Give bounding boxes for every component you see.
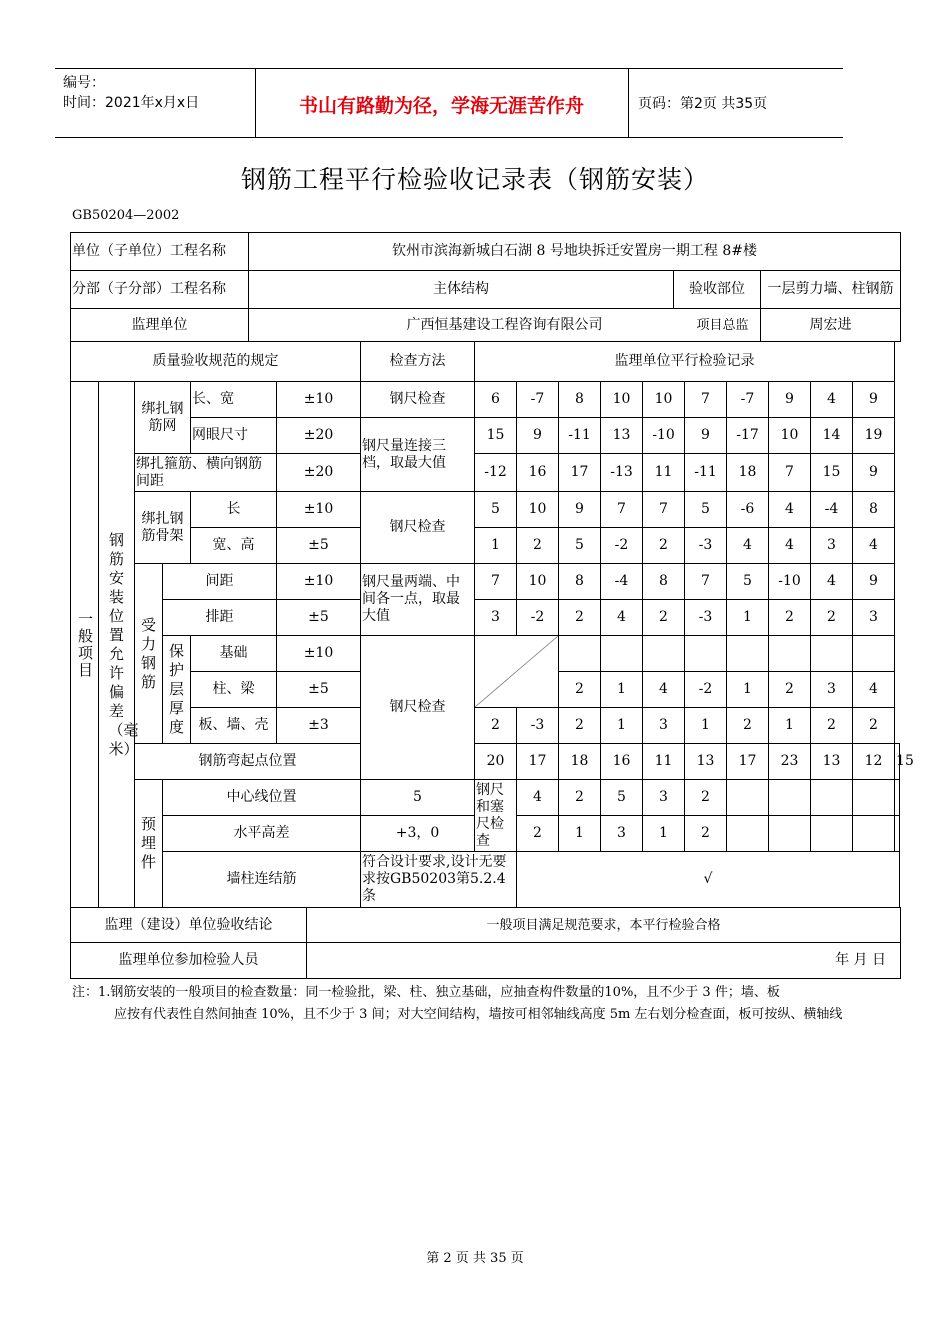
- unit-value: 钦州市滨海新城白石湖 8 号地块拆迁安置房一期工程 8#楼: [249, 233, 901, 271]
- record-cell: -7: [727, 382, 769, 418]
- record-cell: 17: [517, 744, 559, 780]
- chief-value: [696, 309, 901, 342]
- row-wall-column-tie: [71, 852, 900, 908]
- record-cell: 1: [769, 708, 811, 744]
- record-cell: -3: [517, 708, 559, 744]
- record-cell: 13: [811, 744, 853, 780]
- record-cell: [727, 636, 769, 672]
- record-cell: 9: [769, 382, 811, 418]
- record-cell: -6: [727, 492, 769, 528]
- record-cell: 4: [517, 780, 559, 816]
- record-cell: 9: [685, 418, 727, 454]
- record-cell: [727, 780, 769, 816]
- record-cell: 2: [559, 600, 601, 636]
- record-cell: 3: [475, 600, 517, 636]
- record-cell: -7: [517, 382, 559, 418]
- record-cell: 11: [643, 744, 685, 780]
- bend-point-label: 钢筋弯起点位置: [135, 744, 361, 780]
- mesh-size-label: 网眼尺寸: [191, 418, 277, 454]
- record-cell: [769, 780, 811, 816]
- record-cell: 10: [517, 492, 559, 528]
- header-meta: [63, 73, 199, 113]
- record-cell: 8: [643, 564, 685, 600]
- record-cell: -10: [643, 418, 685, 454]
- record-cell: 2: [559, 780, 601, 816]
- two-ends-method: 钢尺量两端、中间各一点，取最大值: [361, 564, 475, 636]
- record-cell: 4: [811, 382, 853, 418]
- record-cell: [895, 780, 900, 816]
- record-cell: 4: [811, 564, 853, 600]
- record-cell: 2: [475, 708, 517, 744]
- record-cell: 19: [853, 418, 895, 454]
- record-cell: 16: [601, 744, 643, 780]
- ruler-method: 钢尺检查: [361, 492, 475, 564]
- row-row-spacing: [71, 600, 900, 636]
- record-cell: 1: [685, 708, 727, 744]
- record-cell: 3: [853, 600, 895, 636]
- record-cell: 1: [601, 672, 643, 708]
- record-cell: -17: [727, 418, 769, 454]
- record-cell: 5: [475, 492, 517, 528]
- note: [72, 982, 842, 1026]
- ruler-feeler-method: 钢尺和塞尺检查: [475, 780, 517, 852]
- level-diff-label: 水平高差: [163, 816, 361, 852]
- center-line-label: 中心线位置: [163, 780, 361, 816]
- main-bars-label: [135, 564, 163, 744]
- record-cell: 7: [685, 382, 727, 418]
- method-header: 检查方法: [361, 342, 475, 382]
- general-item-text: 一般项目: [76, 610, 94, 679]
- record-cell: 2: [685, 816, 727, 852]
- record-cell: 9: [559, 492, 601, 528]
- width-height-tol: ±5: [277, 528, 361, 564]
- record-cell: -3: [685, 600, 727, 636]
- conclusion-label: 监理（建设）单位验收结论: [71, 908, 307, 943]
- row-width-height: [71, 528, 900, 564]
- record-cell: 1: [475, 528, 517, 564]
- record-cell: 1: [727, 672, 769, 708]
- conclusion-table: [70, 907, 901, 979]
- supervision-value: 广西恒基建设工程咨询有限公司: [249, 309, 761, 342]
- record-cell: 7: [475, 564, 517, 600]
- record-cell: -13: [601, 454, 643, 492]
- record-cell: -2: [685, 672, 727, 708]
- info-table: [70, 232, 901, 342]
- record-cell: 3: [643, 708, 685, 744]
- record-cell: -2: [517, 600, 559, 636]
- record-cell: 5: [685, 492, 727, 528]
- record-cell: 12: [853, 744, 895, 780]
- length-tol: ±10: [277, 492, 361, 528]
- header-motto: 书山有路勤为径，学海无涯苦作舟: [298, 95, 584, 117]
- record-cell: 17: [727, 744, 769, 780]
- row-stirrup-spacing: [71, 454, 900, 492]
- length-width-label: 长、宽: [191, 382, 277, 418]
- record-cell: [769, 636, 811, 672]
- slab-wall-shell-tol: ±3: [277, 708, 361, 744]
- record-cell: 15: [895, 744, 900, 780]
- slab-wall-shell-label: 板、墙、壳: [191, 708, 277, 744]
- foundation-label: 基础: [191, 636, 277, 672]
- record-cell: 4: [853, 672, 895, 708]
- record-cell: 7: [769, 454, 811, 492]
- tied-mesh-label: 绑扎钢筋网: [135, 382, 191, 454]
- record-cell: [853, 816, 895, 852]
- acceptance-part-label: 验收部位: [674, 271, 761, 309]
- record-cell: [895, 816, 900, 852]
- conclusion-value: 一般项目满足规范要求，本平行检验合格: [307, 908, 901, 943]
- record-cell: 2: [517, 816, 559, 852]
- embedded-text: 预埋件: [140, 815, 156, 871]
- record-cell: 7: [643, 492, 685, 528]
- header-page-label: 页码：第2页 共35页: [638, 96, 768, 112]
- record-cell: 4: [853, 528, 895, 564]
- document-title: 钢筋工程平行检验收记录表（钢筋安装）: [240, 165, 709, 194]
- foundation-tol: ±10: [277, 636, 361, 672]
- acceptance-part-value: 一层剪力墙、柱钢筋: [761, 271, 901, 309]
- record-cell: 9: [853, 564, 895, 600]
- sub-value: 主体结构: [249, 271, 674, 309]
- record-cell: 18: [727, 454, 769, 492]
- time-label: 时间：2021年x月x日: [63, 95, 200, 111]
- record-cell: 4: [769, 528, 811, 564]
- cover-thickness-text: 保护层厚度: [168, 642, 184, 736]
- record-cell: [685, 636, 727, 672]
- record-cell: 4: [769, 492, 811, 528]
- record-cell: [601, 636, 643, 672]
- header-divider: [628, 69, 629, 137]
- bend-point-tol: 20: [475, 744, 517, 780]
- record-cell: 1: [727, 600, 769, 636]
- tied-skeleton-label: 绑扎钢筋骨架: [135, 492, 191, 564]
- record-cell: 9: [517, 418, 559, 454]
- record-cell: 7: [685, 564, 727, 600]
- record-cell: [811, 636, 853, 672]
- inspectors-date: 年 月 日: [307, 943, 901, 979]
- record-cell: 4: [727, 528, 769, 564]
- row-spacing-label: 排距: [163, 600, 277, 636]
- row-spacing: [71, 564, 900, 600]
- wall-column-tie-record: √: [517, 852, 900, 908]
- width-height-label: 宽、高: [191, 528, 277, 564]
- spacing-label: 间距: [163, 564, 277, 600]
- record-cell: 9: [853, 382, 895, 418]
- embedded-label: [135, 780, 163, 908]
- standard-code: GB50204—2002: [72, 208, 180, 223]
- record-cell: 8: [853, 492, 895, 528]
- record-cell: 4: [601, 600, 643, 636]
- level-diff-tol: +3，0: [361, 816, 475, 852]
- record-cell: 5: [727, 564, 769, 600]
- record-cell: -11: [685, 454, 727, 492]
- record-cell: 2: [517, 528, 559, 564]
- record-cell: 1: [559, 816, 601, 852]
- record-cell: -3: [685, 528, 727, 564]
- row-length-width: [71, 382, 900, 418]
- install-deviation-label: [99, 382, 139, 908]
- spec-header: 质量验收规范的规定: [71, 342, 361, 382]
- record-cell: 7: [601, 492, 643, 528]
- record-cell: 3: [643, 780, 685, 816]
- record-cell: 13: [685, 744, 727, 780]
- record-cell: 1: [643, 816, 685, 852]
- record-cell: 16: [517, 454, 559, 492]
- record-cell: [727, 816, 769, 852]
- record-cell: 2: [769, 672, 811, 708]
- record-cell: 1: [601, 708, 643, 744]
- record-cell: -11: [559, 418, 601, 454]
- row-bend-point: [71, 744, 900, 780]
- record-cell: 4: [643, 672, 685, 708]
- record-cell: 8: [559, 564, 601, 600]
- ruler-method: 钢尺检查: [361, 382, 475, 418]
- record-cell: [769, 816, 811, 852]
- record-cell: 2: [811, 600, 853, 636]
- ruler-method: 钢尺检查: [361, 636, 475, 780]
- record-cell: -2: [601, 528, 643, 564]
- record-cell: 14: [811, 418, 853, 454]
- supervision-label: 监理单位: [71, 309, 249, 342]
- record-cell: 13: [601, 418, 643, 454]
- row-mesh-size: [71, 418, 900, 454]
- general-item-label: [71, 382, 99, 908]
- record-cell: [559, 636, 601, 672]
- record-cell: 3: [811, 528, 853, 564]
- record-cell: [853, 780, 895, 816]
- column-beam-tol: ±5: [277, 672, 361, 708]
- record-cell: 11: [643, 454, 685, 492]
- page-header: [55, 68, 843, 138]
- record-cell: 2: [769, 600, 811, 636]
- record-cell: 2: [559, 708, 601, 744]
- row-center-line: [71, 780, 900, 816]
- column-beam-label: 柱、梁: [191, 672, 277, 708]
- record-cell: 2: [643, 600, 685, 636]
- record-cell: [811, 816, 853, 852]
- cover-thickness-label: [163, 636, 191, 744]
- record-cell: 6: [475, 382, 517, 418]
- diagonal-slash-icon: [475, 636, 558, 707]
- record-cell: 10: [643, 382, 685, 418]
- row-length: [71, 492, 900, 528]
- sub-label: 分部（子分部）工程名称: [71, 271, 249, 309]
- diagonal-slash-cell: [475, 636, 559, 708]
- record-cell: 15: [811, 454, 853, 492]
- row-spacing-tol: ±5: [277, 600, 361, 636]
- row-foundation: [71, 636, 900, 672]
- record-cell: 3: [811, 672, 853, 708]
- record-cell: 10: [769, 418, 811, 454]
- record-cell: 9: [853, 454, 895, 492]
- page-footer: 第 2 页 共 35 页: [426, 1251, 524, 1266]
- record-cell: 10: [517, 564, 559, 600]
- record-cell: 10: [601, 382, 643, 418]
- record-cell: -10: [769, 564, 811, 600]
- record-cell: [853, 636, 895, 672]
- note-line-1: 注：1.钢筋安装的一般项目的检查数量：同一检验批，梁、柱、独立基础，应抽查构件数量的10%，且不少于 3 件；墙、板: [72, 985, 780, 1000]
- record-cell: [643, 636, 685, 672]
- inspectors-label: 监理单位参加检验人员: [71, 943, 307, 979]
- row-slab-wall-shell: [71, 708, 900, 744]
- wall-column-tie-label: 墙柱连结筋: [163, 852, 361, 908]
- record-cell: 2: [559, 672, 601, 708]
- record-cell: -12: [475, 454, 517, 492]
- record-cell: 17: [559, 454, 601, 492]
- length-width-tol: ±10: [277, 382, 361, 418]
- length-label: 长: [191, 492, 277, 528]
- record-header: 监理单位平行检验记录: [475, 342, 895, 382]
- record-cell: [811, 780, 853, 816]
- spacing-tol: ±10: [277, 564, 361, 600]
- record-cell: 2: [727, 708, 769, 744]
- record-cell: 3: [601, 816, 643, 852]
- chief-label: 项目总监: [696, 317, 749, 333]
- wall-tie-method: 符合设计要求,设计无要求按GB50203第5.2.4条: [361, 852, 517, 908]
- record-cell: -4: [811, 492, 853, 528]
- stirrup-spacing-tol: ±20: [277, 454, 361, 492]
- record-cell: -4: [601, 564, 643, 600]
- record-cell: 18: [559, 744, 601, 780]
- record-cell: 2: [685, 780, 727, 816]
- stirrup-spacing-label: 绑扎箍筋、横向钢筋间距: [135, 454, 277, 492]
- record-cell: 5: [559, 528, 601, 564]
- install-deviation-text: 钢筋安装位置允许偏差（毫米）: [108, 530, 139, 758]
- record-cell: 5: [601, 780, 643, 816]
- record-cell: 8: [559, 382, 601, 418]
- main-bars-text: 受力钢筋: [140, 615, 156, 691]
- record-cell: 2: [811, 708, 853, 744]
- record-cell: 15: [475, 418, 517, 454]
- chief-name: 周宏进: [809, 316, 852, 333]
- number-label: 编号：: [63, 75, 105, 91]
- three-points-method: 钢尺量连接三档，取最大值: [361, 418, 475, 492]
- center-line-tol: 5: [361, 780, 475, 816]
- record-cell: 2: [643, 528, 685, 564]
- mesh-size-tol: ±20: [277, 418, 361, 454]
- record-cell: 2: [853, 708, 895, 744]
- inspection-table: [70, 341, 914, 908]
- unit-label: 单位（子单位）工程名称: [71, 233, 249, 271]
- note-line-2: 应按有代表性自然间抽查 10%，且不少于 3 间；对大空间结构，墙按可相邻轴线高度 5m 左右划分检查面，板可按纵、横轴线: [114, 1007, 843, 1022]
- record-cell: 23: [769, 744, 811, 780]
